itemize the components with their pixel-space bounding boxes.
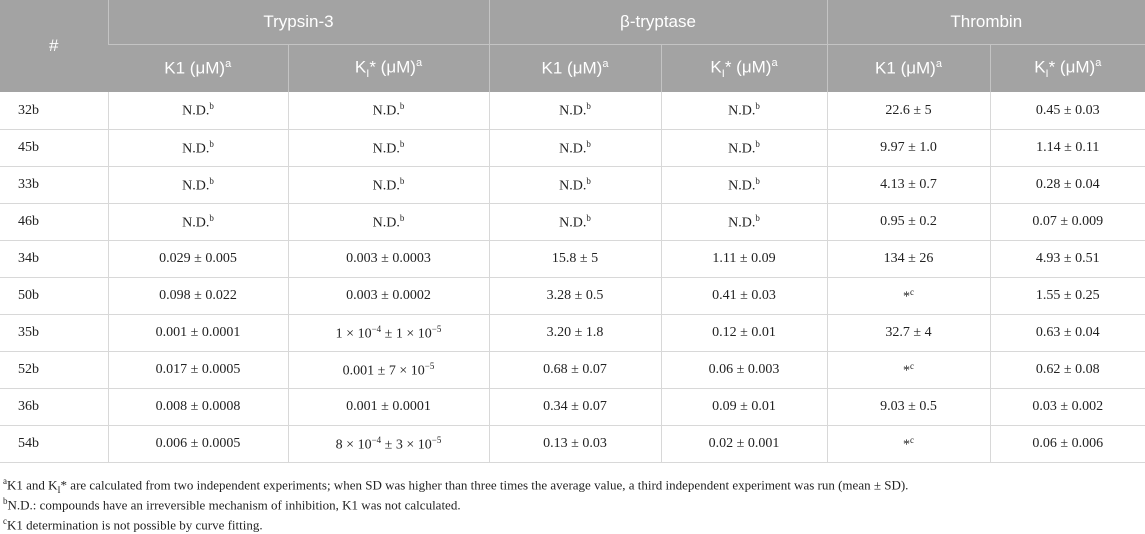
compound-id-cell: 46b (0, 204, 108, 241)
table-cell: N.D.$^b$ (108, 130, 288, 167)
table-cell: N.D.$^b$ (288, 130, 489, 167)
group-header-trypsin-3: Trypsin-3 (108, 0, 489, 45)
table-cell: N.D.$^b$ (661, 204, 827, 241)
table-row (0, 204, 1145, 241)
col-header-ki-beta-tryptase: $K_I*$ $(\mu M)^a$ (661, 45, 827, 93)
col-header-k1-thrombin: K1 $(\mu M)^a$ (827, 45, 990, 93)
table-cell: 0.34 ± 0.07 (489, 389, 661, 426)
table-row (0, 315, 1145, 352)
table-cell: 0.09 ± 0.01 (661, 389, 827, 426)
table-cell: N.D.$^b$ (489, 92, 661, 130)
table-cell: N.D.$^b$ (489, 167, 661, 204)
table-row (0, 389, 1145, 426)
table-row (0, 130, 1145, 167)
group-header-beta-tryptase: β-tryptase (489, 0, 827, 45)
table-cell: 0.008 ± 0.0008 (108, 389, 288, 426)
col-header-k1-trypsin-3: K1 $(\mu M)^a$ (108, 45, 288, 93)
table-cell: 1.55 ± 0.25 (990, 278, 1145, 315)
table-cell: 0.07 ± 0.009 (990, 204, 1145, 241)
table-cell: 0.41 ± 0.03 (661, 278, 827, 315)
col-header-ki-trypsin-3: $K_I*$ $(\mu M)^a$ (288, 45, 489, 93)
compound-id-cell: 45b (0, 130, 108, 167)
table-cell: 0.001 ± 0.0001 (108, 315, 288, 352)
table-cell: N.D.$^b$ (288, 167, 489, 204)
table-cell: 0.098 ± 0.022 (108, 278, 288, 315)
table-cell: N.D.$^b$ (108, 167, 288, 204)
table-cell: N.D.$^b$ (489, 204, 661, 241)
table-cell: N.D.$^b$ (288, 204, 489, 241)
table-cell: 0.68 ± 0.07 (489, 352, 661, 389)
table-cell: 0.02 ± 0.001 (661, 426, 827, 463)
table-cell: 3.28 ± 0.5 (489, 278, 661, 315)
table-cell: 0.28 ± 0.04 (990, 167, 1145, 204)
table-row (0, 278, 1145, 315)
table-cell: N.D.$^b$ (661, 92, 827, 130)
table-cell: 0.13 ± 0.03 (489, 426, 661, 463)
table-header (0, 0, 1145, 92)
table-cell: 4.93 ± 0.51 (990, 241, 1145, 278)
table-body (0, 92, 1145, 463)
table-row (0, 167, 1145, 204)
table-cell: 9.97 ± 1.0 (827, 130, 990, 167)
table-cell: $8 \times 10^{-4} \pm 3 \times 10^{-5}$ (288, 426, 489, 463)
table-cell: 0.017 ± 0.0005 (108, 352, 288, 389)
compound-id-cell: 35b (0, 315, 108, 352)
table-row (0, 352, 1145, 389)
table-cell: 4.13 ± 0.7 (827, 167, 990, 204)
table-cell: 1.11 ± 0.09 (661, 241, 827, 278)
table-cell: 0.029 ± 0.005 (108, 241, 288, 278)
table-cell: $0.001 \pm 7 \times 10^{-5}$ (288, 352, 489, 389)
table-cell: 15.8 ± 5 (489, 241, 661, 278)
table-cell: 0.06 ± 0.003 (661, 352, 827, 389)
table-cell: *$^c$ (827, 278, 990, 315)
footnote-c: $^c$K1 determination is not possible by curve fitting. (3, 516, 263, 533)
compound-id-cell: 33b (0, 167, 108, 204)
id-column-header: # (0, 0, 108, 92)
compound-id-cell: 52b (0, 352, 108, 389)
table-cell: 22.6 ± 5 (827, 92, 990, 130)
compound-id-cell: 36b (0, 389, 108, 426)
table-cell: N.D.$^b$ (288, 92, 489, 130)
table-row (0, 92, 1145, 130)
compound-id-cell: 34b (0, 241, 108, 278)
table-cell: 0.003 ± 0.0003 (288, 241, 489, 278)
table-cell: N.D.$^b$ (108, 204, 288, 241)
table-cell: 32.7 ± 4 (827, 315, 990, 352)
table-cell: N.D.$^b$ (489, 130, 661, 167)
table-cell: 0.003 ± 0.0002 (288, 278, 489, 315)
footnote-a: $^a$K1 and $K_I*$ are calculated from two independent experiments; when SD was higher than three times the average value, a third independent experiment was run (mean ± SD). (3, 476, 909, 495)
table-cell: N.D.$^b$ (661, 167, 827, 204)
table-cell: N.D.$^b$ (661, 130, 827, 167)
table-cell: 0.45 ± 0.03 (990, 92, 1145, 130)
compound-id-cell: 32b (0, 92, 108, 130)
group-header-thrombin: Thrombin (827, 0, 1145, 45)
table-cell: 0.95 ± 0.2 (827, 204, 990, 241)
table-cell: 3.20 ± 1.8 (489, 315, 661, 352)
table-cell: 0.63 ± 0.04 (990, 315, 1145, 352)
col-header-k1-beta-tryptase: K1 $(\mu M)^a$ (489, 45, 661, 93)
compound-id-cell: 50b (0, 278, 108, 315)
table-cell: 0.12 ± 0.01 (661, 315, 827, 352)
table-cell: 1.14 ± 0.11 (990, 130, 1145, 167)
table-row (0, 241, 1145, 278)
table-cell: 134 ± 26 (827, 241, 990, 278)
table-cell: N.D.$^b$ (108, 92, 288, 130)
col-header-ki-thrombin: $K_I*$ $(\mu M)^a$ (990, 45, 1145, 93)
table-cell: 0.03 ± 0.002 (990, 389, 1145, 426)
table-cell: 9.03 ± 0.5 (827, 389, 990, 426)
table-cell: *$^c$ (827, 426, 990, 463)
table-cell: $1 \times 10^{-4} \pm 1 \times 10^{-5}$ (288, 315, 489, 352)
table-cell: 0.006 ± 0.0005 (108, 426, 288, 463)
table-cell: 0.001 ± 0.0001 (288, 389, 489, 426)
table-cell: 0.06 ± 0.006 (990, 426, 1145, 463)
table-cell: *$^c$ (827, 352, 990, 389)
footnote-b: $^b$N.D.: compounds have an irreversible mechanism of inhibition, K1 was not calculated. (3, 496, 461, 513)
table-row (0, 426, 1145, 463)
compound-id-cell: 54b (0, 426, 108, 463)
table-cell: 0.62 ± 0.08 (990, 352, 1145, 389)
